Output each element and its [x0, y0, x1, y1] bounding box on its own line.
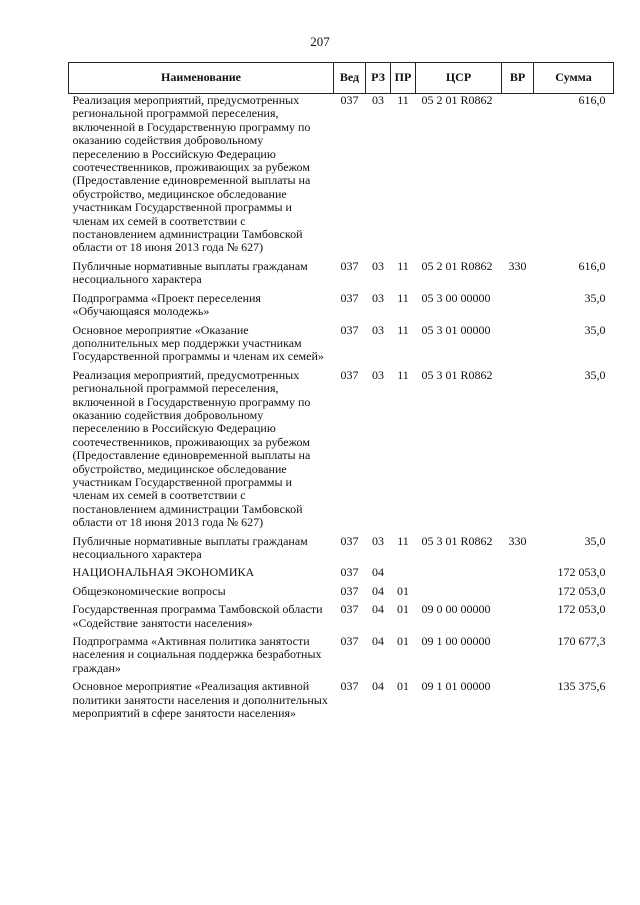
row-pr: 01	[397, 583, 409, 598]
table-row	[69, 680, 614, 725]
row-name: НАЦИОНАЛЬНАЯ ЭКОНОМИКА	[72, 565, 255, 580]
budget-table	[68, 62, 614, 725]
row-pr: 01	[397, 602, 409, 617]
row-rz: 04	[372, 602, 384, 617]
header-ved: Вед	[334, 63, 366, 94]
row-vr	[502, 369, 534, 535]
row-vr	[502, 585, 534, 603]
row-sum: 616,0	[578, 258, 606, 273]
row-vr	[502, 603, 534, 635]
row-pr: 01	[397, 679, 409, 694]
row-sum: 35,0	[584, 290, 606, 305]
row-ved: 037	[340, 565, 359, 580]
row-ved: 037	[340, 93, 359, 107]
row-vr	[502, 566, 534, 584]
row-csr: 05 2 01 R0862	[421, 258, 493, 273]
row-rz: 04	[372, 583, 384, 598]
row-vr	[502, 94, 534, 260]
row-name: Публичные нормативные выплаты гражданам несоциального характера	[72, 258, 308, 287]
row-vr: 330	[508, 258, 527, 273]
row-rz: 04	[372, 565, 384, 580]
row-rz: 03	[372, 322, 384, 337]
row-name: Публичные нормативные выплаты гражданам несоциального характера	[72, 533, 308, 561]
row-sum: 35,0	[584, 533, 606, 548]
row-pr: 11	[397, 533, 409, 548]
table-row	[69, 585, 614, 603]
row-ved: 037	[340, 602, 359, 617]
row-rz: 03	[372, 258, 384, 273]
row-sum: 35,0	[584, 367, 606, 382]
row-name: Основное мероприятие «Оказание дополнительных мер поддержки участникам Государственной программы и членам их семей»	[72, 322, 324, 364]
row-sum: 170 677,3	[557, 634, 606, 649]
table-row	[69, 94, 614, 260]
row-csr: 09 1 00 00000	[421, 634, 491, 649]
row-csr: 09 1 01 00000	[421, 679, 491, 694]
table-row	[69, 324, 614, 369]
row-sum: 616,0	[578, 93, 606, 107]
row-rz: 03	[372, 533, 384, 548]
row-ved: 037	[340, 258, 359, 273]
table-row	[69, 603, 614, 635]
table-row	[69, 566, 614, 584]
row-csr: 05 3 01 00000	[421, 322, 491, 337]
table-row	[69, 260, 614, 292]
table-row	[69, 535, 614, 567]
row-name: Общеэкономические вопросы	[72, 583, 226, 598]
row-sum: 35,0	[584, 322, 606, 337]
header-pr: ПР	[391, 63, 416, 94]
row-ved: 037	[340, 533, 359, 548]
row-ved: 037	[340, 634, 359, 649]
row-vr	[502, 292, 534, 324]
row-csr: 05 2 01 R0862	[421, 93, 493, 107]
row-csr: 05 3 01 R0862	[421, 533, 493, 548]
table-row	[69, 635, 614, 680]
row-name: Реализация мероприятий, предусмотренных региональной программой переселения, включенной в Государственную программу по оказанию содействия добровольному переселению в Российскую Федерацию соотечественников, проживающих за рубежом (Предоставление единовременной выплаты на обустройство, медицинское обследование участникам Государственной программы и членам их семей в соответствии с постановлением администрации Тамбовской области от 18 июня 2013 года № 627)	[72, 93, 311, 255]
row-pr: 11	[397, 367, 409, 382]
header-vr: ВР	[502, 63, 534, 94]
table-row	[69, 292, 614, 324]
row-name: Подпрограмма «Активная политика занятости населения и социальная поддержка безработных граждан»	[72, 634, 322, 675]
row-rz: 03	[372, 367, 384, 382]
row-name: Государственная программа Тамбовской области «Содействие занятости населения»	[72, 602, 323, 630]
row-pr: 11	[397, 290, 409, 305]
row-ved: 037	[340, 290, 359, 305]
row-csr: 09 0 00 00000	[421, 602, 491, 617]
row-csr: 05 3 01 R0862	[421, 367, 493, 382]
page-number: 207	[310, 34, 330, 49]
row-rz: 04	[372, 679, 384, 694]
row-vr: 330	[508, 533, 527, 548]
row-rz: 03	[372, 93, 384, 107]
row-pr: 11	[397, 258, 409, 273]
row-name: Реализация мероприятий, предусмотренных региональной программой переселения, включенной в Государственную программу по оказанию содействия добровольному переселению в Российскую Федерацию соотечественников, проживающих за рубежом (Предоставление единовременной выплаты на обустройство, медицинское обследование участникам Государственной программы и членам их семей в соответствии с постановлением администрации Тамбовской области от 18 июня 2013 года № 627)	[72, 367, 311, 530]
table-row	[69, 369, 614, 535]
row-pr: 11	[397, 322, 409, 337]
row-pr: 01	[397, 634, 409, 649]
table-header-row	[69, 63, 614, 94]
row-csr	[416, 566, 502, 584]
row-csr	[416, 585, 502, 603]
row-vr	[502, 635, 534, 680]
row-pr	[391, 566, 416, 584]
row-ved: 037	[340, 583, 359, 598]
row-sum: 172 053,0	[557, 583, 606, 598]
row-rz: 03	[372, 290, 384, 305]
row-csr: 05 3 00 00000	[421, 290, 491, 305]
row-ved: 037	[340, 367, 359, 382]
row-pr: 11	[397, 93, 409, 107]
header-csr: ЦСР	[416, 63, 502, 94]
row-sum: 135 375,6	[557, 679, 606, 694]
row-sum: 172 053,0	[557, 602, 606, 617]
row-vr	[502, 324, 534, 369]
row-ved: 037	[340, 322, 359, 337]
row-rz: 04	[372, 634, 384, 649]
header-rz: РЗ	[366, 63, 391, 94]
header-sum: Сумма	[534, 63, 614, 94]
row-name: Подпрограмма «Проект переселения «Обучающаяся молодежь»	[72, 290, 261, 319]
header-name: Наименование	[69, 63, 334, 94]
row-vr	[502, 680, 534, 725]
row-ved: 037	[340, 679, 359, 694]
row-name: Основное мероприятие «Реализация активной политики занятости населения и дополнительных мероприятий в сфере занятости населения»	[72, 679, 328, 721]
row-sum: 172 053,0	[557, 565, 606, 580]
